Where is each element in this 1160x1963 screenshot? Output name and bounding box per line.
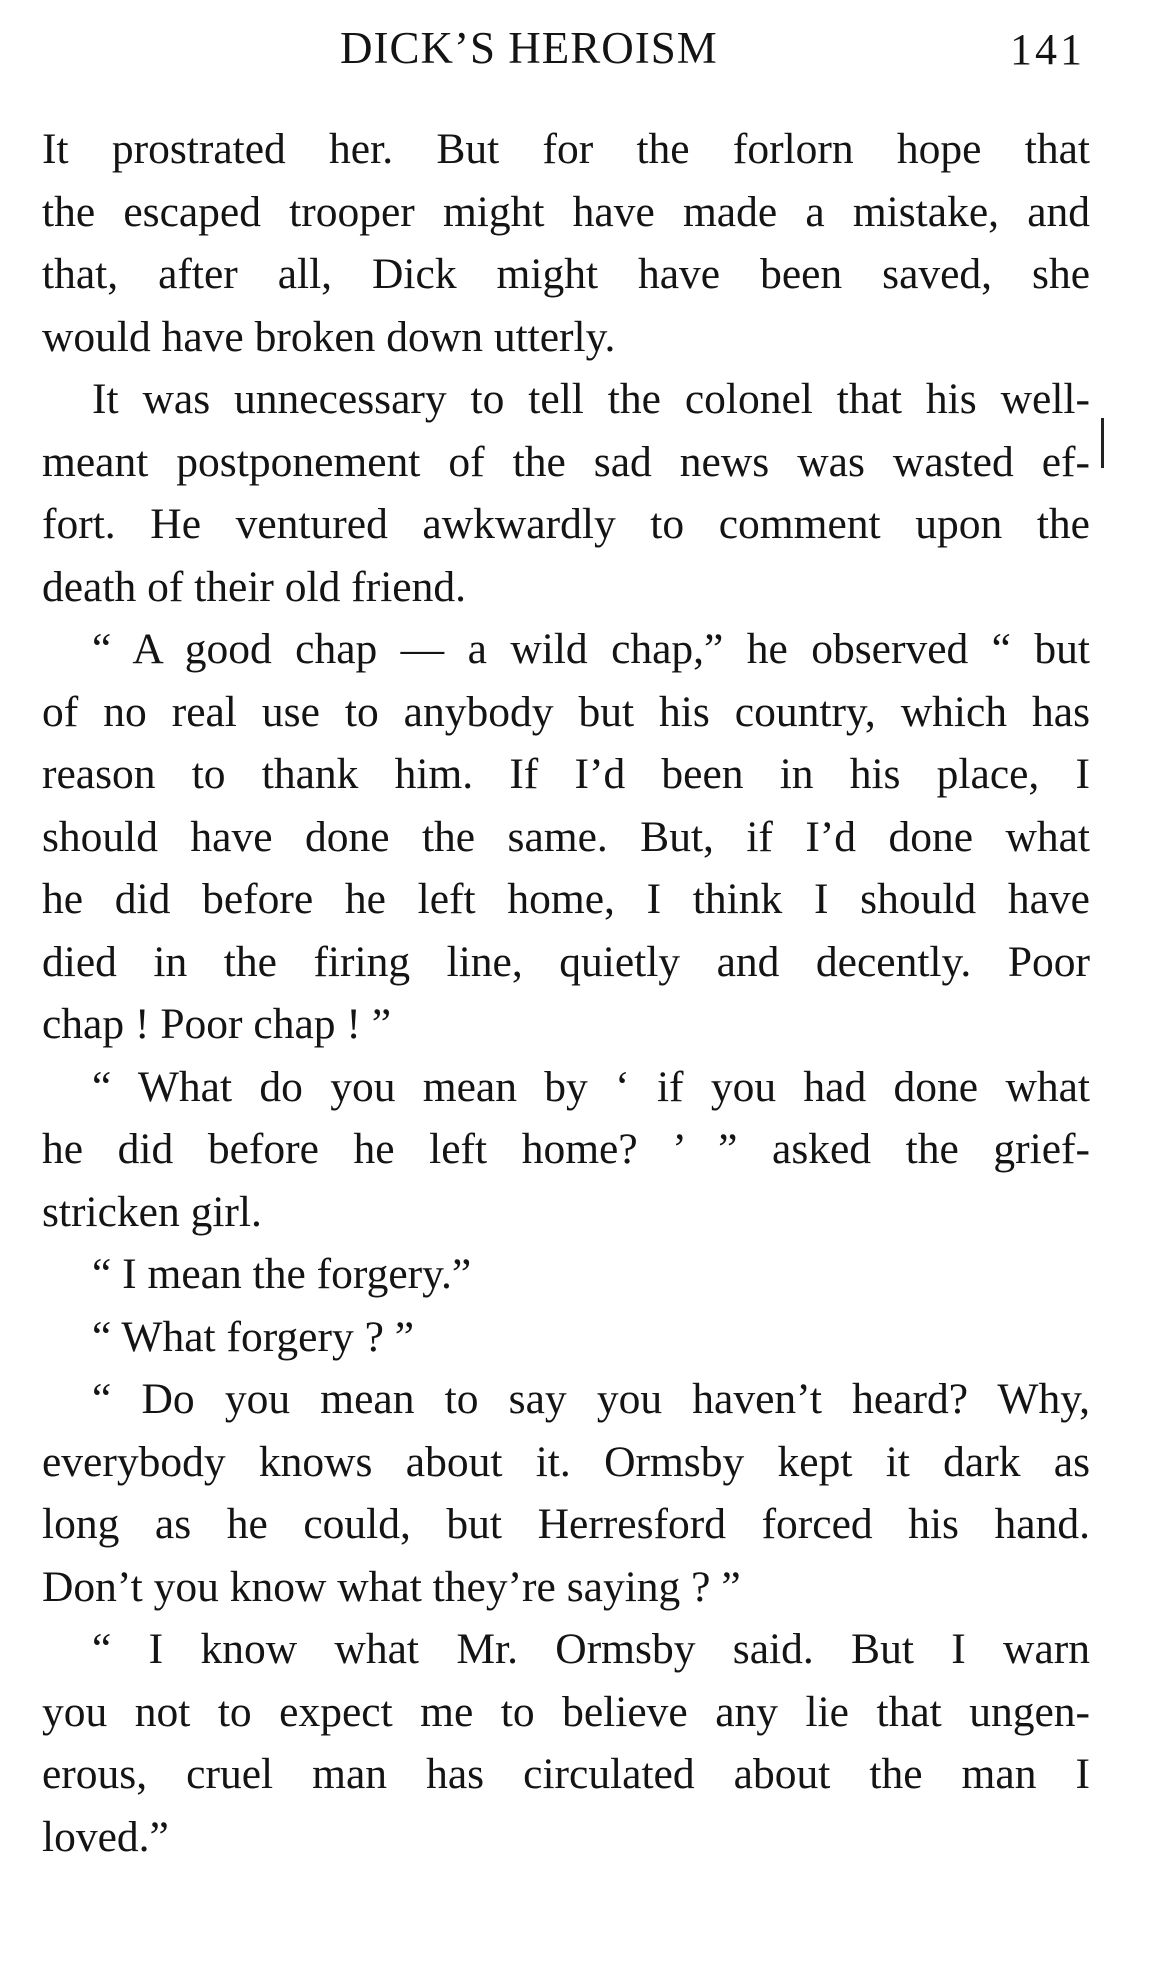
text-line: of no real use to anybody but his country, which has bbox=[42, 687, 1090, 736]
margin-mark bbox=[1101, 418, 1104, 468]
text-line: you not to expect me to believe any lie that ungen- bbox=[42, 1687, 1090, 1736]
text-line: everybody knows about it. Ormsby kept it dark as bbox=[42, 1437, 1090, 1486]
text-line: the escaped trooper might have made a mistake, and bbox=[42, 187, 1090, 236]
text-line: “ Do you mean to say you haven’t heard? Why, bbox=[92, 1375, 1090, 1423]
text-line: erous, cruel man has circulated about the man I bbox=[42, 1750, 1090, 1798]
text-line: “ What forgery ? ” bbox=[92, 1312, 415, 1361]
running-head bbox=[0, 22, 1160, 82]
text-line: he did before he left home? ’ ” asked the grief- bbox=[42, 1125, 1090, 1173]
text-line: should have done the same. But, if I’d done what bbox=[42, 812, 1090, 861]
text-line: would have broken down utterly. bbox=[42, 312, 616, 361]
text-line: “ A good chap — a wild chap,” he observed “ but bbox=[92, 625, 1090, 673]
text-line: “ I mean the forgery.” bbox=[92, 1250, 472, 1298]
text-line: “ I know what Mr. Ormsby said. But I warn bbox=[92, 1625, 1090, 1673]
text-line: stricken girl. bbox=[42, 1187, 262, 1236]
page-number: 141 bbox=[1010, 25, 1085, 74]
text-line: reason to thank him. If I’d been in his place, I bbox=[42, 750, 1090, 798]
text-line: Don’t you know what they’re saying ? ” bbox=[42, 1562, 741, 1611]
text-line: “ What do you mean by ‘ if you had done what bbox=[92, 1062, 1090, 1111]
text-line: he did before he left home, I think I should have bbox=[42, 875, 1090, 923]
text-line: It was unnecessary to tell the colonel that his well- bbox=[92, 375, 1090, 423]
text-line: fort. He ventured awkwardly to comment upon the bbox=[42, 500, 1090, 548]
text-line: long as he could, but Herresford forced his hand. bbox=[42, 1500, 1090, 1548]
text-line: died in the firing line, quietly and decently. Poor bbox=[42, 937, 1090, 986]
text-line: It prostrated her. But for the forlorn hope that bbox=[42, 125, 1090, 173]
text-line: chap ! Poor chap ! ” bbox=[42, 1000, 392, 1048]
text-line: meant postponement of the sad news was wasted ef- bbox=[42, 437, 1090, 486]
running-title: DICK’S HEROISM bbox=[340, 23, 718, 73]
text-line: that, after all, Dick might have been saved, she bbox=[42, 250, 1090, 298]
body-text bbox=[42, 118, 1090, 1868]
text-line: loved.” bbox=[42, 1812, 169, 1861]
text-line: death of their old friend. bbox=[42, 562, 466, 611]
